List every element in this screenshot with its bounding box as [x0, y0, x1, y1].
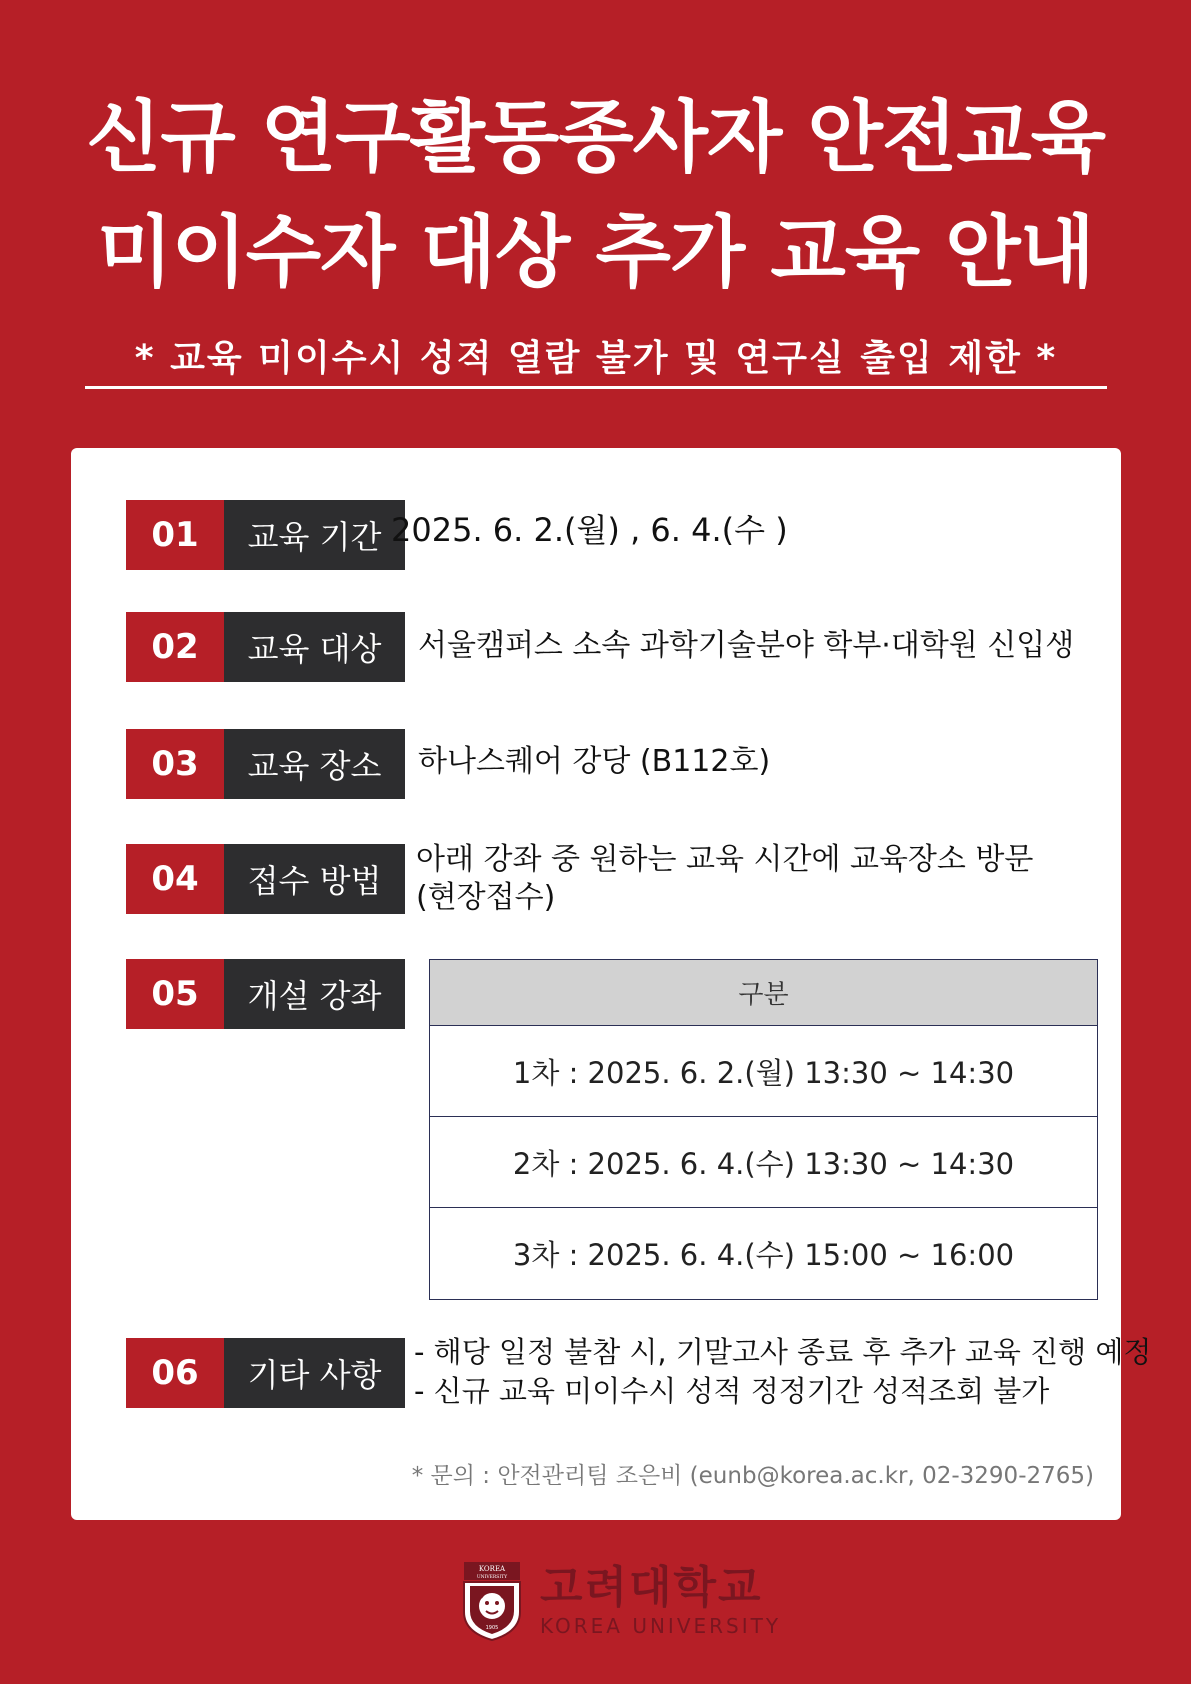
page-title-line1: 신규 연구활동종사자 안전교육	[86, 93, 1105, 183]
sessions-table	[429, 959, 1098, 1300]
item-label: 개설 강좌	[224, 959, 405, 1029]
table-row: 1차 : 2025. 6. 2.(월) 13:30 ~ 14:30	[430, 1026, 1097, 1117]
notice-subtitle: * 교육 미이수시 성적 열람 불가 및 연구실 출입 제한 *	[85, 334, 1107, 389]
item-label: 교육 대상	[224, 612, 405, 682]
svg-text:1905: 1905	[485, 1625, 499, 1631]
item-value-registration-line1: 아래 강좌 중 원하는 교육 시간에 교육장소 방문	[416, 842, 1034, 877]
tiger-shield-icon	[460, 1560, 524, 1642]
item-location	[126, 729, 405, 799]
item-target	[126, 612, 405, 682]
item-label: 교육 기간	[224, 500, 405, 570]
university-logo	[460, 1560, 781, 1642]
table-row: 2차 : 2025. 6. 4.(수) 13:30 ~ 14:30	[430, 1117, 1097, 1208]
item-number: 03	[126, 729, 224, 799]
item-label: 기타 사항	[224, 1338, 405, 1408]
item-period	[126, 500, 405, 570]
item-number: 04	[126, 844, 224, 914]
item-value-registration-line2: (현장접수)	[416, 880, 556, 915]
item-value-other-line2: - 신규 교육 미이수시 성적 정정기간 성적조회 불가	[414, 1374, 1050, 1408]
info-card	[71, 448, 1152, 1520]
svg-text:KOREA: KOREA	[478, 1565, 506, 1573]
item-courses	[126, 959, 405, 1029]
item-value-other-line1: - 해당 일정 불참 시, 기말고사 종료 후 추가 교육 진행 예정	[414, 1335, 1152, 1369]
item-value-location: 하나스퀘어 강당 (B112호)	[418, 744, 771, 779]
svg-text:UNIVERSITY: UNIVERSITY	[476, 1575, 508, 1580]
item-label: 교육 장소	[224, 729, 405, 799]
item-registration	[126, 844, 405, 914]
logo-text	[540, 1564, 781, 1638]
item-value-target: 서울캠퍼스 소속 과학기술분야 학부·대학원 신입생	[418, 628, 1075, 663]
contact-info: * 문의 : 안전관리팀 조은비 (eunb@korea.ac.kr, 02-3290-2765)	[411, 1463, 1094, 1489]
logo-name-kr: 고려대학교	[540, 1562, 763, 1613]
item-number: 05	[126, 959, 224, 1029]
item-value-period: 2025. 6. 2.(월) , 6. 4.(수 )	[391, 511, 788, 549]
table-row: 3차 : 2025. 6. 4.(수) 15:00 ~ 16:00	[512, 1238, 1015, 1272]
item-label: 접수 방법	[224, 844, 405, 914]
item-other	[126, 1338, 405, 1408]
item-number: 06	[126, 1338, 224, 1408]
item-number: 02	[126, 612, 224, 682]
page-title-line2: 미이수자 대상 추가 교육 안내	[97, 208, 1094, 298]
sessions-table-header: 구분	[430, 960, 1097, 1026]
item-number: 01	[126, 500, 224, 570]
logo-name-en: KOREA UNIVERSITY	[540, 1614, 782, 1638]
